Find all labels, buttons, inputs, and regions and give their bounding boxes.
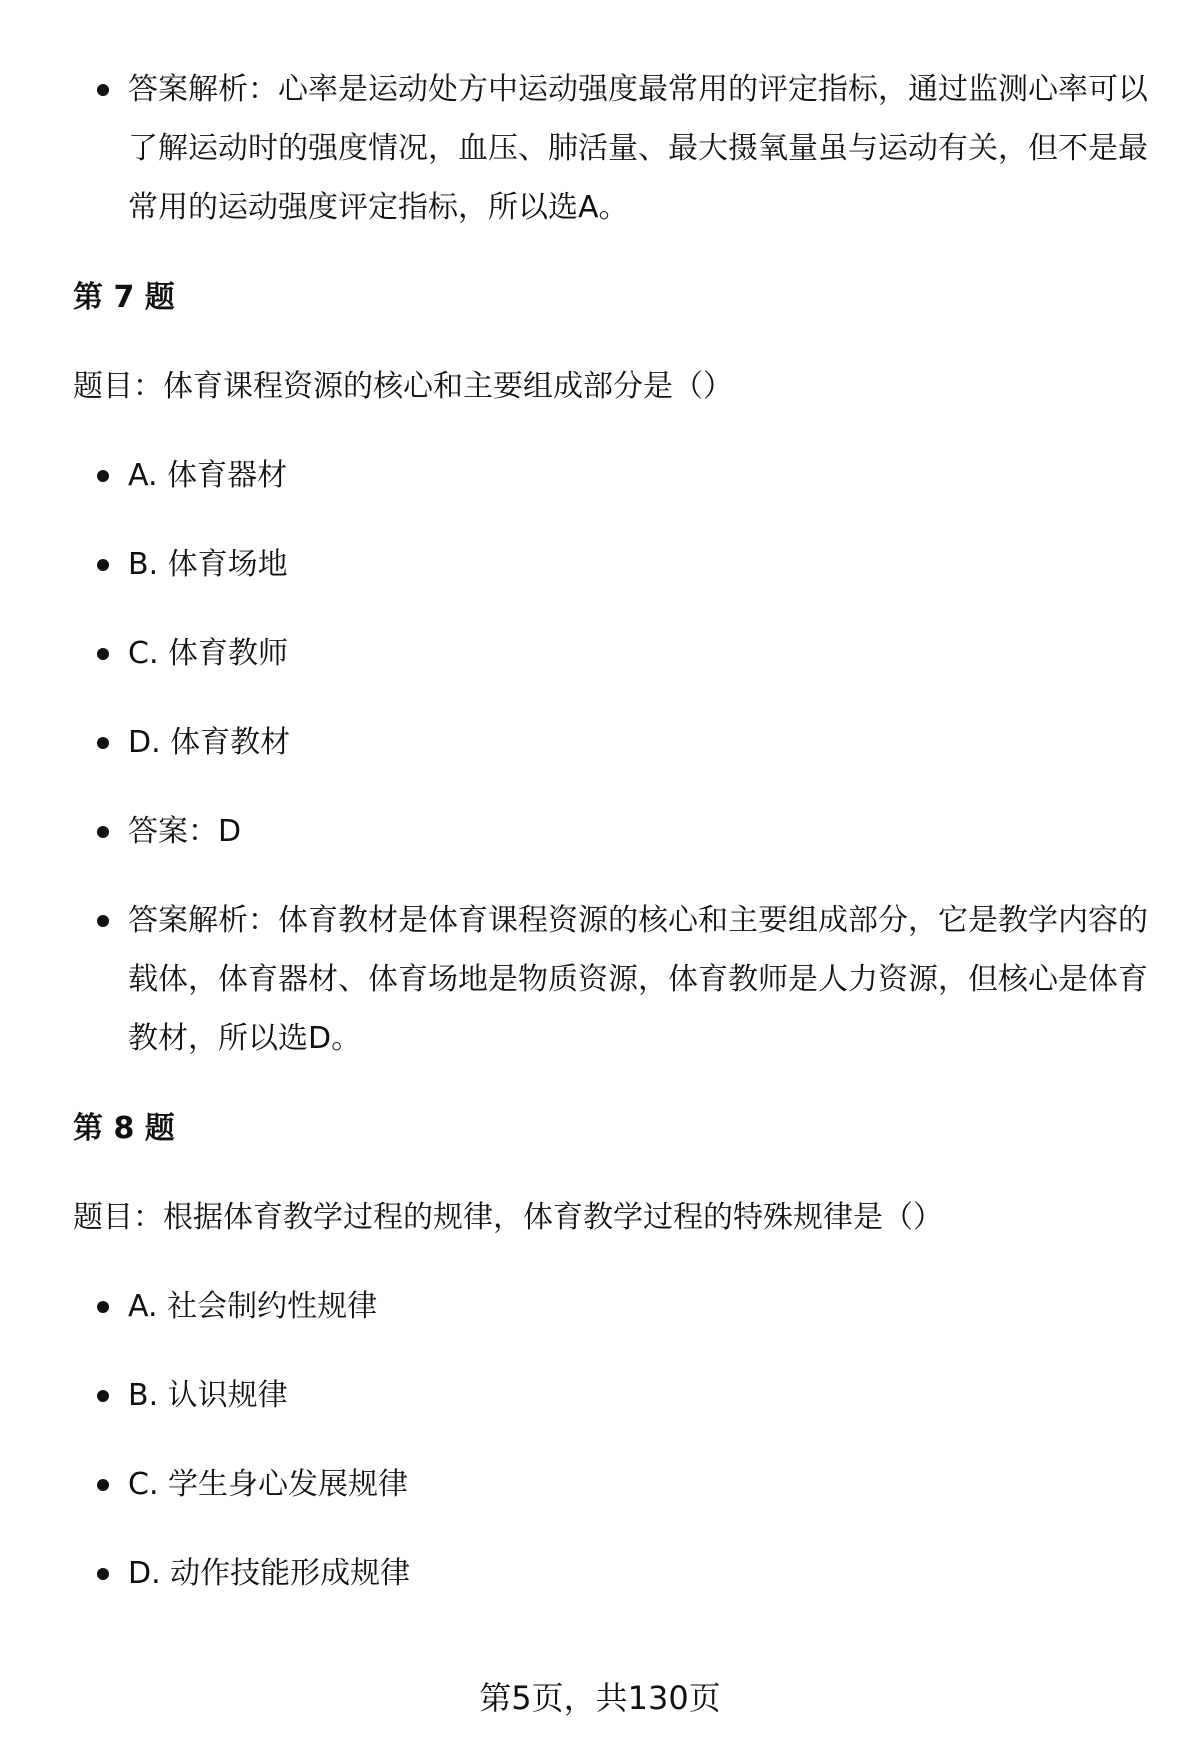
explanation-line: 答案解析：体育教材是体育课程资源的核心和主要组成部分，它是教学内容的 (128, 903, 1148, 938)
bullet-icon (97, 84, 109, 96)
question-text: 题目：体育课程资源的核心和主要组成部分是（） (73, 369, 733, 404)
bullet-icon (97, 470, 109, 482)
bullet-icon (97, 915, 109, 927)
bullet-icon (97, 826, 109, 838)
option-b: B. 认识规律 (128, 1378, 288, 1413)
explanation-line: 了解运动时的强度情况，血压、肺活量、最大摄氧量虽与运动有关，但不是最 (128, 131, 1148, 166)
option-a: A. 体育器材 (128, 458, 288, 493)
option-c: C. 学生身心发展规律 (128, 1467, 409, 1502)
bullet-icon (97, 1568, 109, 1580)
bullet-icon (97, 1479, 109, 1491)
option-c: C. 体育教师 (128, 636, 289, 671)
bullet-icon (97, 559, 109, 571)
option-a: A. 社会制约性规律 (128, 1289, 378, 1324)
answer-text: 答案：D (128, 814, 242, 849)
question-heading: 第 7 题 (73, 280, 175, 315)
bullet-icon (97, 1301, 109, 1313)
explanation-line: 常用的运动强度评定指标，所以选A。 (128, 190, 629, 225)
bullet-icon (97, 737, 109, 749)
page-indicator: 第5页，共130页 (479, 1679, 721, 1717)
bullet-icon (97, 1390, 109, 1402)
explanation-line: 答案解析：心率是运动处方中运动强度最常用的评定指标，通过监测心率可以 (128, 72, 1148, 107)
option-d: D. 体育教材 (128, 725, 291, 760)
explanation-line: 载体，体育器材、体育场地是物质资源，体育教师是人力资源，但核心是体育 (128, 962, 1148, 997)
option-d: D. 动作技能形成规律 (128, 1556, 411, 1591)
question-heading: 第 8 题 (73, 1111, 175, 1146)
option-b: B. 体育场地 (128, 547, 288, 582)
explanation-line: 教材，所以选D。 (128, 1021, 362, 1056)
bullet-icon (97, 648, 109, 660)
question-text: 题目：根据体育教学过程的规律，体育教学过程的特殊规律是（） (73, 1200, 943, 1235)
